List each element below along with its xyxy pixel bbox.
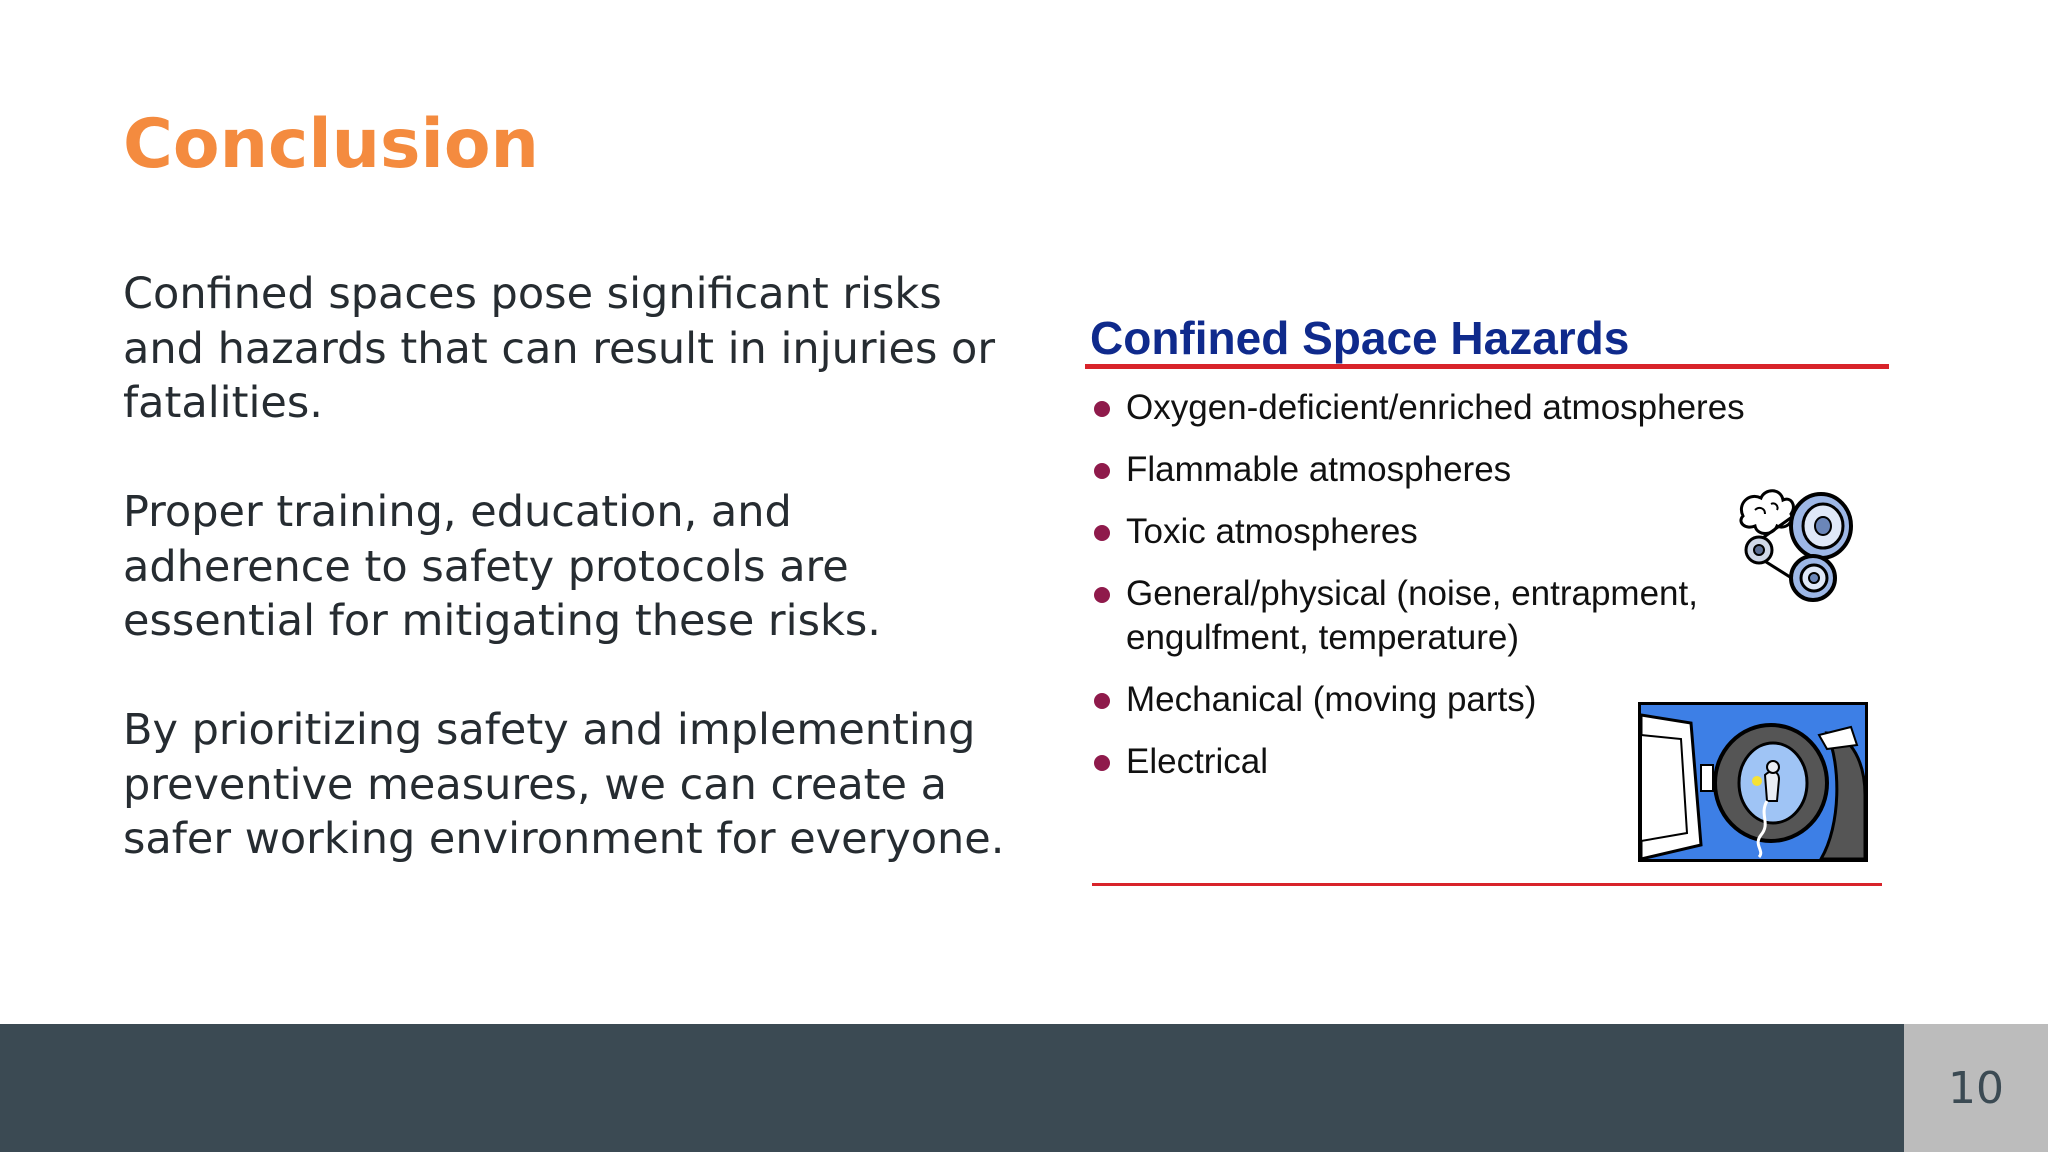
hazard-label: Toxic atmospheres xyxy=(1126,512,1418,551)
paragraph-safety: By prioritizing safety and implementing preventive measures, we can create a safer working environment for everyone. xyxy=(123,705,1005,864)
figure-title: Confined Space Hazards xyxy=(1090,312,1630,364)
page-number: 10 xyxy=(1904,1024,2048,1152)
hazards-figure xyxy=(1080,290,1900,920)
reels-clipart-icon xyxy=(1735,486,1857,606)
tunnel-worker-clipart-icon xyxy=(1638,702,1868,862)
bullet-icon xyxy=(1094,587,1110,603)
hazard-label: Electrical xyxy=(1126,742,1268,781)
hazard-item xyxy=(1092,386,1745,430)
bullet-icon xyxy=(1094,463,1110,479)
footer-bar xyxy=(0,1024,1904,1152)
hazard-item xyxy=(1092,448,1745,492)
hazard-label: Mechanical (moving parts) xyxy=(1126,680,1537,719)
figure-bottom-rule xyxy=(1092,883,1882,886)
hazard-item xyxy=(1092,572,1745,660)
hazard-label: Flammable atmospheres xyxy=(1126,450,1512,489)
hazard-label: Oxygen-deficient/enriched atmospheres xyxy=(1126,388,1745,427)
paragraph-risks: Confined spaces pose significant risks and hazards that can result in injuries or fatalities. xyxy=(123,269,996,428)
bullet-icon xyxy=(1094,525,1110,541)
bullet-icon xyxy=(1094,693,1110,709)
bullet-icon xyxy=(1094,755,1110,771)
bullet-icon xyxy=(1094,401,1110,417)
body-text xyxy=(123,267,1023,921)
slide-title: Conclusion xyxy=(123,105,539,184)
hazard-item xyxy=(1092,510,1745,554)
hazard-label: General/physical (noise, entrapment, engulfment, temperature) xyxy=(1126,574,1698,657)
paragraph-training: Proper training, education, and adherence to safety protocols are essential for mitigating these risks. xyxy=(123,487,881,646)
figure-top-rule xyxy=(1085,364,1889,369)
